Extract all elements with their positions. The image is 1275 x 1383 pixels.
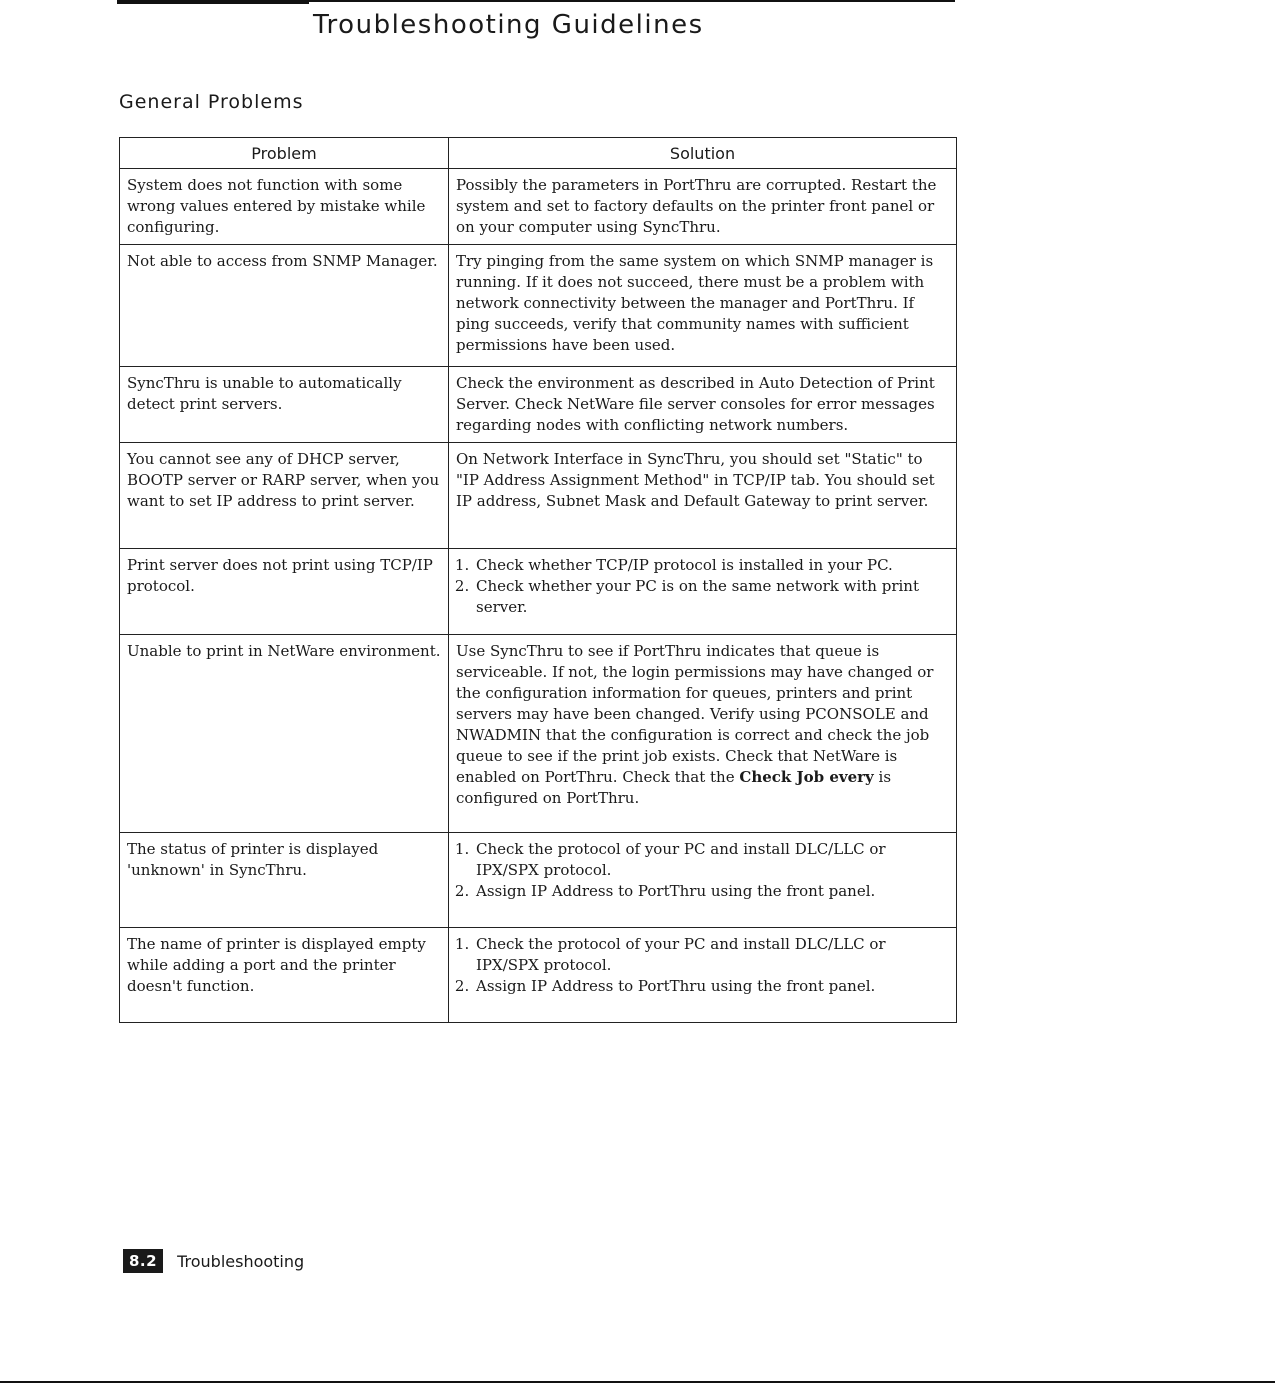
header-rule <box>117 0 955 2</box>
solution-step: 1. Check the protocol of your PC and install DLC/LLC or IPX/SPX protocol. <box>474 839 949 881</box>
footer-chapter-label: Troubleshooting <box>177 1251 305 1271</box>
table-row <box>120 169 957 245</box>
solution-steps <box>456 934 949 997</box>
problem-cell: The status of printer is displayed 'unknown' in SyncThru. <box>120 833 449 928</box>
solution-cell <box>449 833 957 928</box>
solution-cell: Try pinging from the same system on which SNMP manager is running. If it does not succeed, there must be a problem with network connectivity between the manager and PortThru. If ping succeeds, verify that community names with sufficient permissions have been used. <box>449 245 957 367</box>
solution-step: 2. Assign IP Address to PortThru using the front panel. <box>474 881 949 902</box>
page-footer <box>123 1249 304 1273</box>
table-header-row <box>120 138 957 169</box>
problem-cell: Unable to print in NetWare environment. <box>120 635 449 833</box>
page-title: Troubleshooting Guidelines <box>313 10 704 40</box>
solution-cell <box>449 635 957 833</box>
solution-cell: Check the environment as described in Auto Detection of Print Server. Check NetWare file server consoles for error messages regarding nodes with conflicting network numbers. <box>449 367 957 443</box>
solution-step: 1. Check whether TCP/IP protocol is installed in your PC. <box>474 555 949 576</box>
solution-steps <box>456 555 949 618</box>
solution-emphasis: Check Job every <box>739 768 874 786</box>
problems-table <box>119 137 957 1023</box>
problem-cell: You cannot see any of DHCP server, BOOTP server or RARP server, when you want to set IP address to print server. <box>120 443 449 549</box>
table-row <box>120 245 957 367</box>
table-row <box>120 549 957 635</box>
solution-cell: Possibly the parameters in PortThru are corrupted. Restart the system and set to factory defaults on the printer front panel or on your computer using SyncThru. <box>449 169 957 245</box>
problem-cell: SyncThru is unable to automatically detect print servers. <box>120 367 449 443</box>
solution-step: 1. Check the protocol of your PC and install DLC/LLC or IPX/SPX protocol. <box>474 934 949 976</box>
table-row <box>120 443 957 549</box>
solution-cell <box>449 928 957 1023</box>
solution-text: Use SyncThru to see if PortThru indicates that queue is serviceable. If not, the login permissions may have changed or the configuration information for queues, printers and print servers may have been changed. Verify using PCONSOLE and NWADMIN that the configuration is correct and check the job queue to see if the print job exists. Check that NetWare is enabled on PortThru. Check that the <box>456 642 934 786</box>
solution-steps <box>456 839 949 902</box>
column-header-problem: Problem <box>120 138 449 169</box>
solution-text: is configured on PortThru. <box>456 768 892 807</box>
problem-cell: System does not function with some wrong values entered by mistake while configuring. <box>120 169 449 245</box>
solution-step: 2. Check whether your PC is on the same network with print server. <box>474 576 949 618</box>
problem-cell: The name of printer is displayed empty while adding a port and the printer doesn't function. <box>120 928 449 1023</box>
problem-cell: Print server does not print using TCP/IP protocol. <box>120 549 449 635</box>
solution-cell: On Network Interface in SyncThru, you should set "Static" to "IP Address Assignment Method" in TCP/IP tab. You should set IP address, Subnet Mask and Default Gateway to print server. <box>449 443 957 549</box>
page-number-badge: 8.2 <box>123 1249 163 1273</box>
table-row <box>120 928 957 1023</box>
table-row <box>120 367 957 443</box>
problem-cell: Not able to access from SNMP Manager. <box>120 245 449 367</box>
solution-cell <box>449 549 957 635</box>
table-row <box>120 833 957 928</box>
section-title: General Problems <box>119 91 304 113</box>
column-header-solution: Solution <box>449 138 957 169</box>
table-row <box>120 635 957 833</box>
solution-step: 2. Assign IP Address to PortThru using the front panel. <box>474 976 949 997</box>
